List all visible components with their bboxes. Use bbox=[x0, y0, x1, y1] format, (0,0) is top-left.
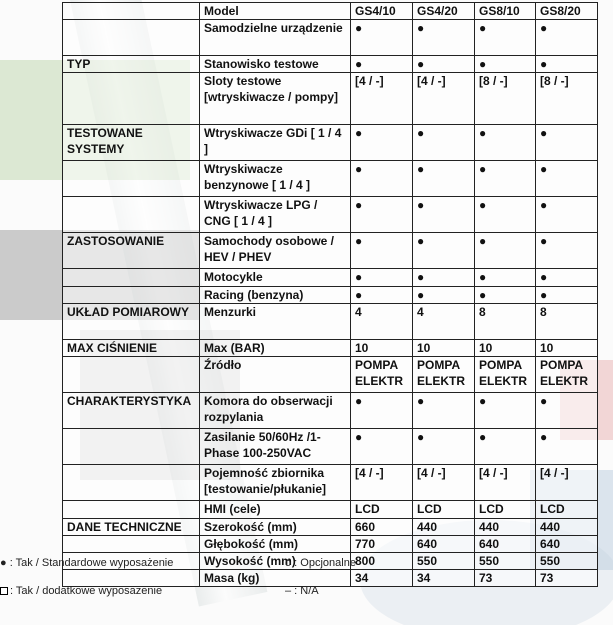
feature-cell: Menzurki bbox=[200, 304, 351, 340]
table-row bbox=[63, 393, 598, 429]
group-cell: MAX CIŚNIENIE bbox=[63, 340, 200, 357]
feature-cell: Wtryskiwacze LPG / CNG [ 1 / 4 ] bbox=[200, 197, 351, 233]
feature-cell: Komora do obserwacji rozpylania bbox=[200, 393, 351, 429]
value-cell: 640 bbox=[475, 536, 536, 553]
square-icon bbox=[0, 587, 8, 595]
value-cell: ● bbox=[536, 429, 598, 465]
value-cell: ● bbox=[413, 20, 475, 56]
header-cell: GS4/20 bbox=[413, 3, 475, 20]
table-row bbox=[63, 501, 598, 519]
value-cell: ● bbox=[413, 287, 475, 304]
value-cell: [4 / -] bbox=[351, 465, 413, 501]
table-row bbox=[63, 287, 598, 304]
feature-cell: Źródło bbox=[200, 357, 351, 393]
feature-cell: Masa (kg) bbox=[200, 570, 351, 587]
value-cell: ● bbox=[413, 56, 475, 73]
group-cell bbox=[63, 501, 200, 519]
feature-cell: HMI (cele) bbox=[200, 501, 351, 519]
value-cell: ● bbox=[351, 429, 413, 465]
value-cell: ● bbox=[536, 287, 598, 304]
value-cell: ● bbox=[475, 429, 536, 465]
legend-na-text: – : N/A bbox=[285, 585, 319, 597]
group-cell bbox=[63, 536, 200, 553]
feature-cell: Motocykle bbox=[200, 269, 351, 287]
value-cell: ● bbox=[351, 20, 413, 56]
legend-optional-text: o : Opcjonalne bbox=[285, 557, 356, 569]
value-cell: LCD bbox=[475, 501, 536, 519]
value-cell: 8 bbox=[536, 304, 598, 340]
group-cell bbox=[63, 465, 200, 501]
legend-standard bbox=[0, 557, 173, 569]
value-cell: ● bbox=[536, 269, 598, 287]
group-cell bbox=[63, 287, 200, 304]
value-cell: POMPA ELEKTR bbox=[351, 357, 413, 393]
table-header-row bbox=[63, 3, 598, 20]
value-cell: ● bbox=[475, 233, 536, 269]
value-cell: ● bbox=[475, 393, 536, 429]
header-cell: GS8/20 bbox=[536, 3, 598, 20]
group-cell bbox=[63, 20, 200, 56]
value-cell: ● bbox=[475, 56, 536, 73]
value-cell: ● bbox=[536, 56, 598, 73]
value-cell: 770 bbox=[351, 536, 413, 553]
value-cell: ● bbox=[351, 233, 413, 269]
value-cell: ● bbox=[536, 197, 598, 233]
table-row bbox=[63, 357, 598, 393]
value-cell: 10 bbox=[413, 340, 475, 357]
value-cell: 550 bbox=[475, 553, 536, 570]
group-cell: DANE TECHNICZNE bbox=[63, 519, 200, 536]
legend-na bbox=[285, 585, 319, 597]
header-empty-cell bbox=[63, 3, 200, 20]
value-cell: ● bbox=[351, 125, 413, 161]
value-cell: ● bbox=[536, 125, 598, 161]
group-cell bbox=[63, 357, 200, 393]
value-cell: 640 bbox=[536, 536, 598, 553]
legend-additional-text: : Tak / dodatkowe wyposażenie bbox=[10, 585, 163, 597]
group-cell: TYP bbox=[63, 56, 200, 73]
value-cell: ● bbox=[351, 161, 413, 197]
value-cell: ● bbox=[413, 233, 475, 269]
value-cell: ● bbox=[475, 20, 536, 56]
value-cell: 10 bbox=[475, 340, 536, 357]
value-cell: ● bbox=[413, 197, 475, 233]
feature-cell: Pojemność zbiornika [testowanie/płukanie] bbox=[200, 465, 351, 501]
value-cell: 34 bbox=[413, 570, 475, 587]
value-cell: ● bbox=[536, 161, 598, 197]
group-cell bbox=[63, 73, 200, 125]
group-cell bbox=[63, 429, 200, 465]
value-cell: 34 bbox=[351, 570, 413, 587]
group-cell: CHARAKTERYSTYKA bbox=[63, 393, 200, 429]
table-row bbox=[63, 570, 598, 587]
value-cell: 550 bbox=[413, 553, 475, 570]
feature-cell: Zasilanie 50/60Hz /1-Phase 100-250VAC bbox=[200, 429, 351, 465]
value-cell: 800 bbox=[351, 553, 413, 570]
table-row bbox=[63, 20, 598, 56]
group-cell: ZASTOSOWANIE bbox=[63, 233, 200, 269]
feature-cell: Stanowisko testowe bbox=[200, 56, 351, 73]
value-cell: 4 bbox=[413, 304, 475, 340]
value-cell: ● bbox=[475, 161, 536, 197]
value-cell: LCD bbox=[536, 501, 598, 519]
value-cell: 440 bbox=[536, 519, 598, 536]
value-cell: ● bbox=[536, 20, 598, 56]
feature-cell: Szerokość (mm) bbox=[200, 519, 351, 536]
value-cell: ● bbox=[475, 125, 536, 161]
value-cell: ● bbox=[536, 393, 598, 429]
feature-cell: Wtryskiwacze benzynowe [ 1 / 4 ] bbox=[200, 161, 351, 197]
table-row bbox=[63, 429, 598, 465]
legend-additional bbox=[0, 585, 162, 597]
legend-optional bbox=[285, 557, 356, 569]
feature-cell: Głębokość (mm) bbox=[200, 536, 351, 553]
value-cell: [8 / -] bbox=[536, 73, 598, 125]
value-cell: ● bbox=[536, 233, 598, 269]
value-cell: [4 / -] bbox=[475, 465, 536, 501]
value-cell: [4 / -] bbox=[536, 465, 598, 501]
value-cell: ● bbox=[413, 125, 475, 161]
group-cell bbox=[63, 161, 200, 197]
table-row bbox=[63, 304, 598, 340]
value-cell: ● bbox=[351, 287, 413, 304]
value-cell: [4 / -] bbox=[413, 73, 475, 125]
feature-cell: Max (BAR) bbox=[200, 340, 351, 357]
group-cell: UKŁAD POMIAROWY bbox=[63, 304, 200, 340]
value-cell: LCD bbox=[413, 501, 475, 519]
value-cell: 4 bbox=[351, 304, 413, 340]
feature-cell: Sloty testowe [wtryskiwacze / pompy] bbox=[200, 73, 351, 125]
value-cell: POMPA ELEKTR bbox=[413, 357, 475, 393]
legend-standard-text: ● : Tak / Standardowe wyposażenie bbox=[0, 557, 174, 569]
group-cell bbox=[63, 197, 200, 233]
group-cell bbox=[63, 570, 200, 587]
value-cell: 640 bbox=[413, 536, 475, 553]
table-row bbox=[63, 56, 598, 73]
table-row bbox=[63, 536, 598, 553]
feature-cell: Samodzielne urządzenie bbox=[200, 20, 351, 56]
value-cell: ● bbox=[413, 269, 475, 287]
value-cell: ● bbox=[351, 393, 413, 429]
header-cell: Model bbox=[200, 3, 351, 20]
value-cell: ● bbox=[475, 197, 536, 233]
feature-cell: Wtryskiwacze GDi [ 1 / 4 ] bbox=[200, 125, 351, 161]
table-row bbox=[63, 161, 598, 197]
value-cell: LCD bbox=[351, 501, 413, 519]
value-cell: ● bbox=[413, 429, 475, 465]
value-cell: [8 / -] bbox=[475, 73, 536, 125]
value-cell: ● bbox=[475, 269, 536, 287]
header-cell: GS4/10 bbox=[351, 3, 413, 20]
group-cell bbox=[63, 269, 200, 287]
value-cell: 10 bbox=[536, 340, 598, 357]
group-cell: TESTOWANE SYSTEMY bbox=[63, 125, 200, 161]
value-cell: 73 bbox=[536, 570, 598, 587]
value-cell: ● bbox=[351, 269, 413, 287]
table-row bbox=[63, 519, 598, 536]
table-row bbox=[63, 269, 598, 287]
spec-table bbox=[62, 2, 598, 587]
value-cell: ● bbox=[413, 393, 475, 429]
feature-cell: Wysokość (mm) bbox=[200, 553, 351, 570]
table-row bbox=[63, 73, 598, 125]
value-cell: 10 bbox=[351, 340, 413, 357]
value-cell: ● bbox=[351, 56, 413, 73]
value-cell: POMPA ELEKTR bbox=[536, 357, 598, 393]
header-cell: GS8/10 bbox=[475, 3, 536, 20]
table-row bbox=[63, 465, 598, 501]
value-cell: [4 / -] bbox=[413, 465, 475, 501]
value-cell: ● bbox=[413, 161, 475, 197]
table-row bbox=[63, 340, 598, 357]
value-cell: 660 bbox=[351, 519, 413, 536]
value-cell: 8 bbox=[475, 304, 536, 340]
value-cell: ● bbox=[475, 287, 536, 304]
table-row bbox=[63, 197, 598, 233]
table-row bbox=[63, 125, 598, 161]
feature-cell: Racing (benzyna) bbox=[200, 287, 351, 304]
value-cell: 73 bbox=[475, 570, 536, 587]
value-cell: 440 bbox=[475, 519, 536, 536]
value-cell: POMPA ELEKTR bbox=[475, 357, 536, 393]
feature-cell: Samochody osobowe / HEV / PHEV bbox=[200, 233, 351, 269]
table-row bbox=[63, 233, 598, 269]
value-cell: ● bbox=[351, 197, 413, 233]
value-cell: 440 bbox=[413, 519, 475, 536]
value-cell: [4 / -] bbox=[351, 73, 413, 125]
value-cell: 550 bbox=[536, 553, 598, 570]
